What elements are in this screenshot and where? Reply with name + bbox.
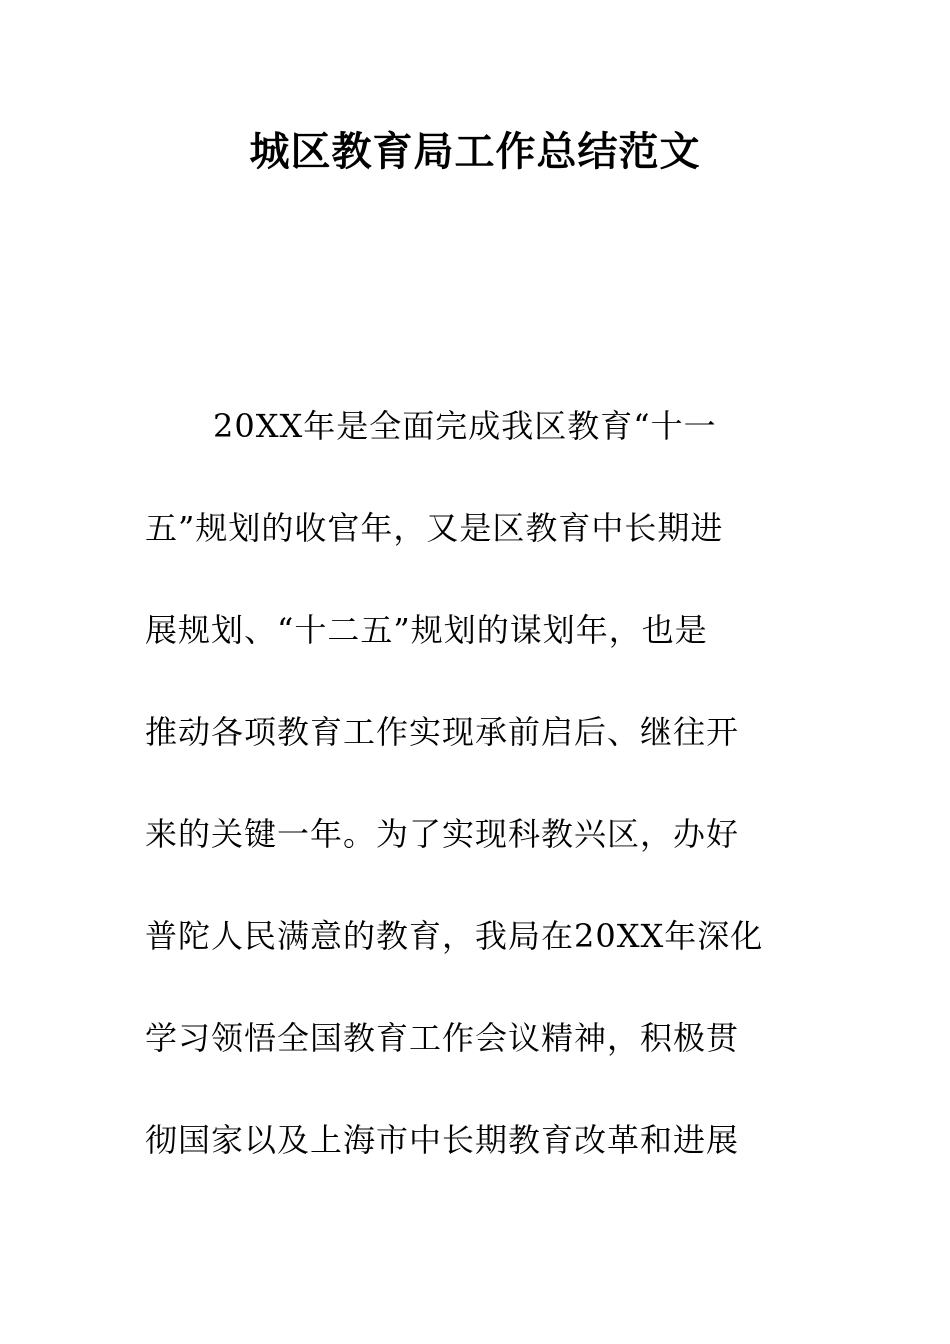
paragraph-line: 彻国家以及上海市中长期教育改革和进展 — [145, 1121, 740, 1159]
document-body — [145, 398, 795, 1214]
paragraph-line: 推动各项教育工作实现承前启后、继往开 — [145, 713, 740, 751]
paragraph-line: 学习领悟全国教育工作会议精神，积极贯 — [145, 1019, 740, 1057]
paragraph-line: 20XX年是全面完成我区教育“十一 — [213, 407, 717, 445]
paragraph-line: 五”规划的收官年，又是区教育中长期进 — [145, 509, 724, 547]
paragraph-line: 来的关键一年。为了实现科教兴区，办好 — [145, 815, 740, 853]
paragraph-line: 普陀人民满意的教育，我局在20XX年深化 — [145, 917, 764, 955]
document-title: 城区教育局工作总结范文 — [249, 129, 701, 175]
paragraph-line: 展规划、“十二五”规划的谋划年，也是 — [145, 611, 708, 649]
